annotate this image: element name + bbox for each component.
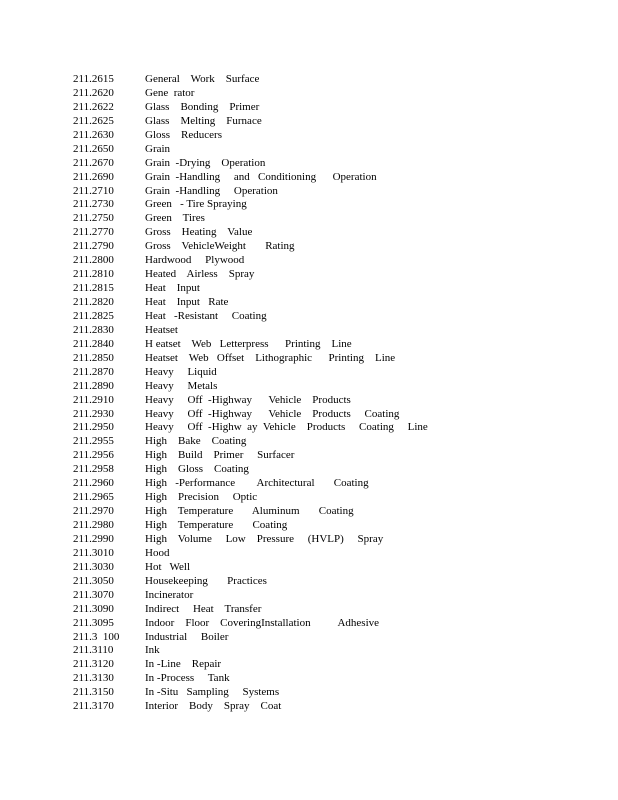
section-number: 211.3130 — [73, 672, 114, 685]
section-number: 211.2690 — [73, 170, 114, 183]
defined-term: Heavy Off -Highw ay Vehicle Products Coating Line — [145, 421, 428, 434]
section-number: 211.3110 — [73, 644, 114, 657]
list-item — [73, 268, 593, 282]
defined-term: High Volume Low Pressure (HVLP) Spray — [145, 532, 384, 545]
defined-term: In -Process Tank — [145, 672, 230, 685]
list-item — [73, 171, 593, 185]
section-number: 211.2790 — [73, 240, 114, 253]
section-number: 211.2965 — [73, 491, 114, 504]
defined-term: Indirect Heat Transfer — [145, 602, 262, 615]
section-number: 211.2630 — [73, 128, 114, 141]
list-item — [73, 491, 593, 505]
defined-term: Heat Input Rate — [145, 296, 229, 308]
list-item — [73, 310, 593, 324]
defined-term: High Gloss Coating — [145, 463, 249, 476]
section-number: 211.2830 — [73, 323, 114, 336]
section-number: 211.2960 — [73, 477, 114, 490]
section-number: 211.2622 — [73, 100, 114, 113]
section-number: 211.2670 — [73, 156, 114, 169]
section-number: 211.2650 — [73, 142, 114, 155]
list-item — [73, 185, 593, 199]
defined-term: Hot Well — [145, 560, 191, 573]
section-number: 211.2955 — [73, 435, 114, 448]
list-item — [73, 282, 593, 296]
list-item — [73, 115, 593, 129]
list-item — [73, 394, 593, 408]
defined-term: Incinerator — [145, 588, 194, 601]
defined-term: Gloss Reducers — [145, 128, 222, 141]
definitions-list — [73, 73, 593, 714]
defined-term: High Bake Coating — [145, 435, 247, 448]
defined-term: Hardwood Plywood — [145, 254, 245, 267]
section-number: 211.2825 — [73, 309, 114, 322]
defined-term: Ink — [145, 644, 160, 657]
section-number: 211.3030 — [73, 560, 114, 573]
list-item — [73, 157, 593, 171]
defined-term: High Temperature Coating — [145, 519, 288, 531]
list-item — [73, 352, 593, 366]
list-item — [73, 296, 593, 310]
defined-term: In -Situ Sampling Systems — [145, 686, 280, 699]
section-number: 211.2910 — [73, 393, 114, 406]
defined-term: Heated Airless Spray — [145, 268, 255, 281]
section-number: 211.2750 — [73, 212, 114, 225]
list-item — [73, 547, 593, 561]
defined-term: Grain -Handling and Conditioning Operation — [145, 170, 377, 183]
section-number: 211.2800 — [73, 254, 114, 267]
section-number: 211.2815 — [73, 282, 114, 295]
section-number: 211.3010 — [73, 546, 114, 559]
defined-term: Heavy Off -Highway Vehicle Products — [145, 393, 351, 406]
defined-term: High -Performance Architectural Coating — [145, 477, 369, 490]
list-item — [73, 477, 593, 491]
list-item — [73, 672, 593, 686]
section-number: 211.2625 — [73, 114, 114, 127]
section-number: 211.2615 — [73, 73, 114, 85]
section-number: 211.3095 — [73, 616, 114, 629]
section-number: 211.2970 — [73, 505, 114, 518]
section-number: 211.2820 — [73, 296, 114, 308]
section-number: 211.2930 — [73, 407, 114, 420]
list-item — [73, 700, 593, 714]
list-item — [73, 143, 593, 157]
defined-term: Green - Tire Spraying — [145, 198, 247, 211]
list-item — [73, 449, 593, 463]
list-item — [73, 505, 593, 519]
defined-term: Green Tires — [145, 212, 205, 225]
section-number: 211.2730 — [73, 198, 114, 211]
defined-term: Gross VehicleWeight Rating — [145, 240, 295, 253]
section-number: 211.2810 — [73, 268, 114, 281]
list-item — [73, 338, 593, 352]
section-number: 211.2980 — [73, 519, 114, 531]
list-item — [73, 603, 593, 617]
defined-term: High Temperature Aluminum Coating — [145, 505, 354, 518]
defined-term: Heatset Web Offset Lithographic Printing Line — [145, 351, 396, 364]
list-item — [73, 226, 593, 240]
defined-term: General Work Surface — [145, 73, 260, 85]
list-item — [73, 408, 593, 422]
list-item — [73, 435, 593, 449]
defined-term: High Precision Optic — [145, 491, 258, 504]
defined-term: High Build Primer Surfacer — [145, 449, 295, 462]
list-item — [73, 421, 593, 435]
defined-term: Housekeeping Practices — [145, 574, 267, 587]
list-item — [73, 533, 593, 547]
list-item — [73, 658, 593, 672]
defined-term: Industrial Boiler — [145, 630, 229, 643]
section-number: 211.2956 — [73, 449, 114, 462]
defined-term: Heat -Resistant Coating — [145, 309, 267, 322]
list-item — [73, 561, 593, 575]
defined-term: In -Line Repair — [145, 658, 222, 671]
section-number: 211.3170 — [73, 700, 114, 713]
list-item — [73, 519, 593, 533]
section-number: 211.2890 — [73, 379, 114, 392]
defined-term: Hood — [145, 546, 170, 559]
list-item — [73, 631, 593, 645]
section-number: 211.2870 — [73, 365, 114, 378]
section-number: 211.3090 — [73, 602, 114, 615]
defined-term: Heatset — [145, 323, 178, 336]
defined-term: Heavy Liquid — [145, 365, 217, 378]
section-number: 211.2770 — [73, 226, 114, 239]
defined-term: Grain — [145, 142, 171, 155]
defined-term: Grain -Handling Operation — [145, 184, 278, 197]
defined-term: Heavy Metals — [145, 379, 218, 392]
defined-term: Interior Body Spray Coat — [145, 700, 282, 713]
section-number: 211.2710 — [73, 184, 114, 197]
section-number: 211.3 100 — [73, 630, 120, 643]
list-item — [73, 129, 593, 143]
list-item — [73, 198, 593, 212]
defined-term: Glass Bonding Primer — [145, 100, 260, 113]
defined-term: Heavy Off -Highway Vehicle Products Coating — [145, 407, 400, 420]
defined-term: Gross Heating Value — [145, 226, 253, 239]
list-item — [73, 254, 593, 268]
section-number: 211.2840 — [73, 337, 114, 350]
defined-term: Indoor Floor CoveringInstallation Adhesive — [145, 616, 380, 629]
list-item — [73, 686, 593, 700]
section-number: 211.3070 — [73, 588, 114, 601]
list-item — [73, 589, 593, 603]
list-item — [73, 73, 593, 87]
section-number: 211.2620 — [73, 86, 114, 99]
list-item — [73, 101, 593, 115]
list-item — [73, 644, 593, 658]
defined-term: Heat Input — [145, 282, 200, 295]
section-number: 211.2850 — [73, 351, 114, 364]
section-number: 211.2958 — [73, 463, 114, 476]
section-number: 211.2950 — [73, 421, 114, 434]
section-number: 211.2990 — [73, 532, 114, 545]
section-number: 211.3150 — [73, 686, 114, 699]
list-item — [73, 87, 593, 101]
list-item — [73, 380, 593, 394]
list-item — [73, 463, 593, 477]
defined-term: H eatset Web Letterpress Printing Line — [145, 337, 352, 350]
list-item — [73, 240, 593, 254]
list-item — [73, 324, 593, 338]
section-number: 211.3120 — [73, 658, 114, 671]
list-item — [73, 212, 593, 226]
list-item — [73, 617, 593, 631]
list-item — [73, 366, 593, 380]
defined-term: Glass Melting Furnace — [145, 114, 262, 127]
defined-term: Grain -Drying Operation — [145, 156, 266, 169]
list-item — [73, 575, 593, 589]
defined-term: Gene rator — [145, 86, 195, 99]
section-number: 211.3050 — [73, 574, 114, 587]
